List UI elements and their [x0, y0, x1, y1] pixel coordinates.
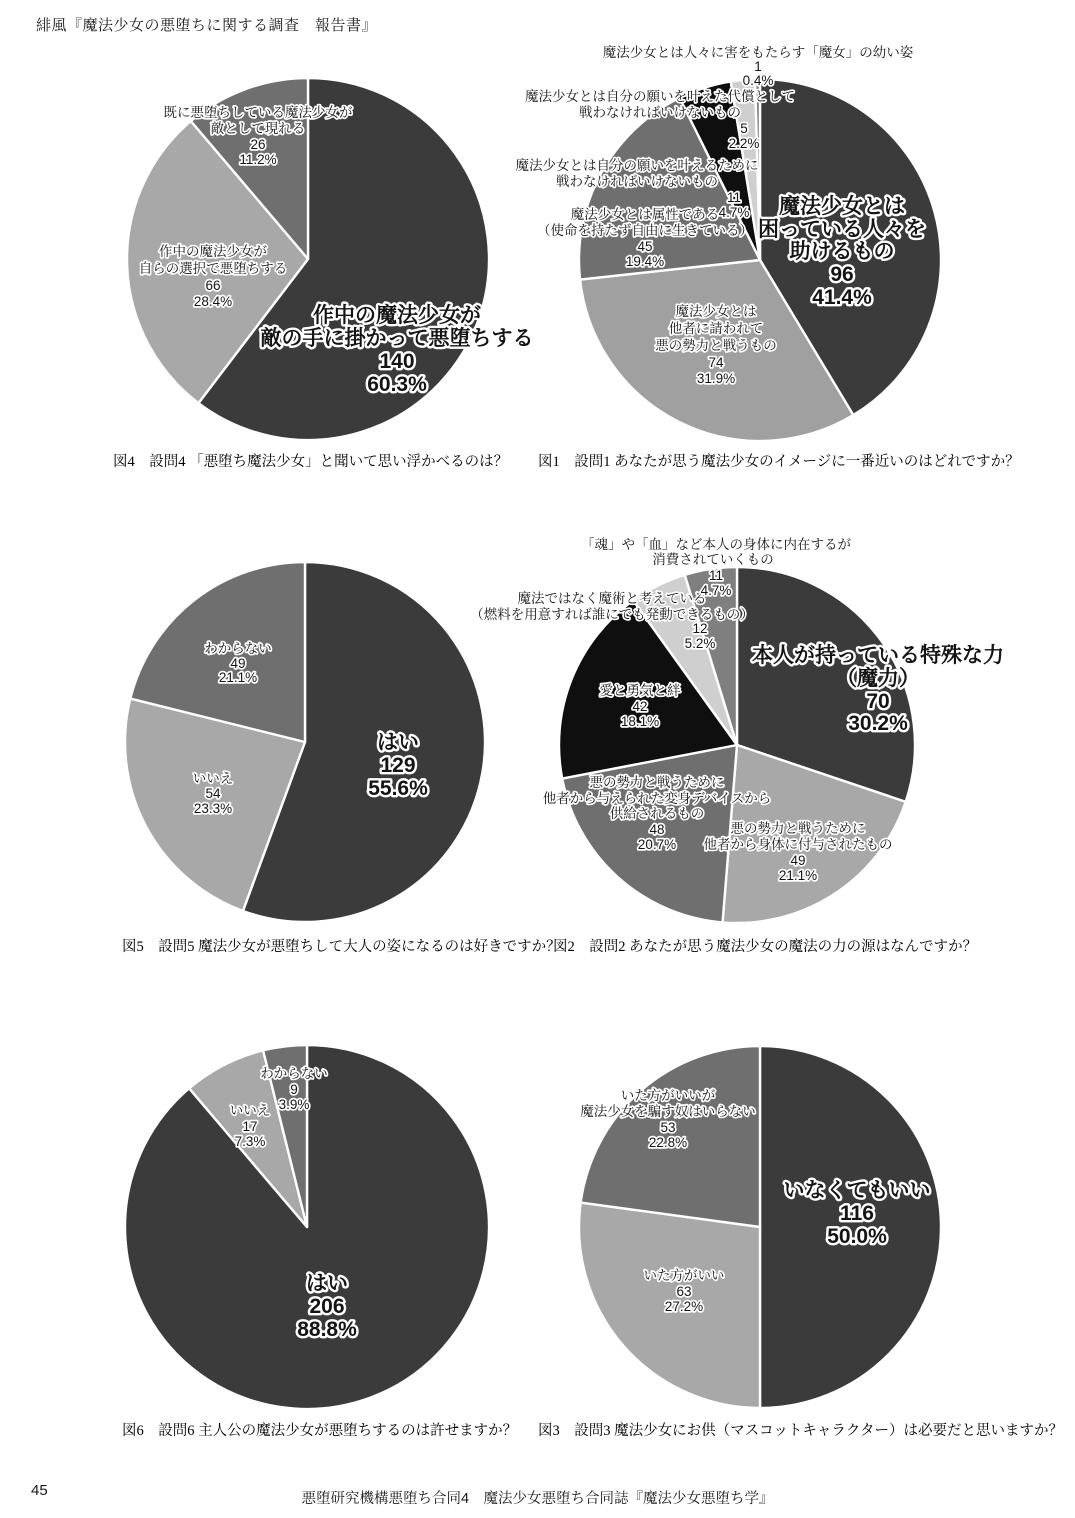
slice-label: 20.7% — [637, 837, 677, 852]
slice-label: 助けるもの — [789, 240, 895, 263]
slice-label: 7.3% — [234, 1134, 266, 1149]
slice-label: 魔法少女とは — [675, 304, 757, 319]
pie-chart-fig3 — [538, 1046, 1063, 1439]
slice-label: 魔法少女とは — [779, 195, 905, 218]
slice-label: 49 — [230, 656, 246, 671]
slice-label: 206 — [309, 1295, 345, 1318]
slice-label: 11 — [726, 190, 742, 205]
slice-label: 「魂」や「血」など本人の身体に内在するが — [581, 537, 851, 552]
slice-label: 魔法少女とは自分の願いを叶えるために — [515, 158, 759, 173]
slice-label: 42 — [632, 699, 648, 714]
slice-label: 19.4% — [625, 254, 665, 269]
slice-label: 2.2% — [728, 136, 760, 151]
slice-label: 11.2% — [239, 152, 277, 167]
slice-label: 140 — [379, 350, 415, 373]
document-footer: 悪堕研究機構悪堕ち合同4 魔法少女悪堕ち合同誌『魔法少女悪堕ち学』 — [301, 1491, 774, 1507]
slice-label: 96 — [830, 263, 854, 286]
slice-label: 18.1% — [620, 714, 660, 729]
slice-label: 1 — [754, 59, 762, 74]
slice-label: 自らの選択で悪堕ちする — [138, 261, 288, 276]
slice-label: 30.2% — [848, 712, 908, 735]
slice-label: 49 — [790, 853, 806, 868]
slice-label: 消費されていくもの — [652, 552, 774, 567]
slice-label: 4.7% — [700, 583, 732, 598]
slice-label: 他者に請われて — [668, 321, 764, 336]
slice-label: 困っている人々を — [758, 218, 926, 241]
slice-label: 53 — [660, 1120, 676, 1135]
slice-label: 5 — [740, 121, 748, 136]
slice-label: 魔法少女とは属性である — [570, 207, 720, 222]
slice-label: 敵として現れる — [210, 121, 306, 136]
slice-label: はい — [306, 1272, 348, 1295]
slice-label: 作中の魔法少女が — [313, 304, 481, 327]
slice-label: 9 — [290, 1082, 298, 1097]
slice-label: 129 — [380, 754, 416, 777]
slice-label: いいえ — [229, 1103, 271, 1118]
slice-label: 55.6% — [368, 777, 428, 800]
pie-chart-fig4 — [113, 78, 534, 470]
slice-label: 45 — [637, 239, 653, 254]
slice-label: 22.8% — [648, 1135, 688, 1150]
slice-label: 54 — [205, 786, 221, 801]
slice-label: 50.0% — [827, 1225, 887, 1248]
slice-label: 他者から与えられた変身デバイスから — [542, 791, 772, 806]
document-title: 緋風『魔法少女の悪堕ちに関する調査 報告書』 — [36, 17, 378, 34]
slice-label: 戦わなければいけないもの — [556, 174, 718, 189]
slice-label: いなくてもいい — [783, 1179, 931, 1202]
slice-label: 5.2% — [684, 636, 716, 651]
slice-label: 3.9% — [278, 1097, 310, 1112]
slice-label: 悪の勢力と戦うもの — [655, 338, 777, 353]
slice-label: （魔力） — [836, 667, 920, 690]
slice-label: 17 — [242, 1119, 258, 1134]
slice-label: 悪の勢力と戦うために — [589, 775, 725, 790]
slice-label: 作中の魔法少女が — [159, 244, 267, 259]
slice-label: 48 — [649, 822, 665, 837]
chart-caption-fig1: 図1 設問1 あなたが思う魔法少女のイメージに一番近いのはどれですか？ — [538, 454, 1020, 470]
slice-label: 88.8% — [297, 1318, 357, 1341]
slice-label: 21.1% — [218, 670, 258, 685]
chart-caption-fig6: 図6 設問6 主人公の魔法少女が悪堕ちするのは許せますか？ — [122, 1423, 518, 1439]
slice-label: 12 — [692, 621, 708, 636]
pie-chart-fig6 — [122, 1045, 517, 1439]
slice-label: 116 — [840, 1202, 874, 1225]
slice-label: 27.2% — [664, 1299, 704, 1314]
slice-label: 戦わなければいけないもの — [579, 105, 741, 120]
slice-label: 悪の勢力と戦うために — [730, 821, 866, 836]
slice-label: わからない — [260, 1066, 328, 1081]
page-number: 45 — [31, 1482, 48, 1499]
slice-label: 敵の手に掛かって悪堕ちする — [260, 327, 534, 350]
slice-label: 魔法ではなく魔術と考えている — [517, 591, 707, 606]
chart-caption-fig4: 図4 設問4 「悪堕ち魔法少女」と聞いて思い浮かべるのは？ — [113, 454, 509, 470]
slice-label: 74 — [708, 355, 724, 370]
chart-caption-fig3: 図3 設問3 魔法少女にお供（マスコットキャラクター）は必要だと思いますか？ — [538, 1423, 1064, 1439]
slice-label: （使命を持たず自由に生きている） — [537, 223, 753, 238]
slice-label: 4.7% — [718, 205, 750, 220]
slice-label: 21.1% — [778, 868, 818, 883]
slice-label: いた方がいいが — [620, 1088, 716, 1103]
slice-label: いた方がいい — [643, 1268, 725, 1283]
slice-label: 愛と勇気と絆 — [599, 683, 681, 698]
slice-label: 31.9% — [696, 371, 736, 386]
slice-label: 26 — [250, 137, 266, 152]
slice-label: 66 — [205, 278, 221, 293]
slice-label: 魔法少女とは人々に害をもたらす「魔女」の幼い姿 — [602, 45, 914, 60]
slice-label: 0.4% — [742, 73, 774, 88]
pie-chart-fig2 — [470, 536, 1004, 955]
slice-label: 23.3% — [193, 801, 233, 816]
slice-label: 11 — [708, 568, 724, 583]
slice-label: （燃料を用意すれば誰にでも発動できるもの） — [470, 607, 754, 622]
slice-label: わからない — [204, 641, 272, 656]
slice-label: 63 — [676, 1284, 692, 1299]
slice-label: 魔法少女を騙す奴はいらない — [580, 1104, 756, 1119]
chart-caption-fig5: 図5 設問5 魔法少女が悪堕ちして大人の姿になるのは好きですか？ — [122, 939, 561, 955]
slice-label: 他者から身体に付与されたもの — [703, 837, 893, 852]
slice-label: 本人が持っている特殊な力 — [752, 644, 1004, 667]
slice-label: 41.4% — [812, 286, 872, 309]
slice-label: いいえ — [192, 771, 234, 786]
slice-label: はい — [377, 731, 419, 754]
slice-label: 70 — [866, 690, 890, 713]
slice-label: 28.4% — [193, 294, 233, 309]
slice-label: 供給されるもの — [609, 806, 705, 821]
slice-label: 60.3% — [367, 373, 427, 396]
pie-chart-fig1 — [516, 44, 1020, 470]
slice-label: 既に悪堕ちしている魔法少女が — [163, 105, 353, 120]
slice-label: 魔法少女とは自分の願いを叶えた代償として — [525, 89, 795, 104]
chart-caption-fig2: 図2 設問2 あなたが思う魔法少女の魔法の力の源はなんですか？ — [553, 939, 978, 955]
